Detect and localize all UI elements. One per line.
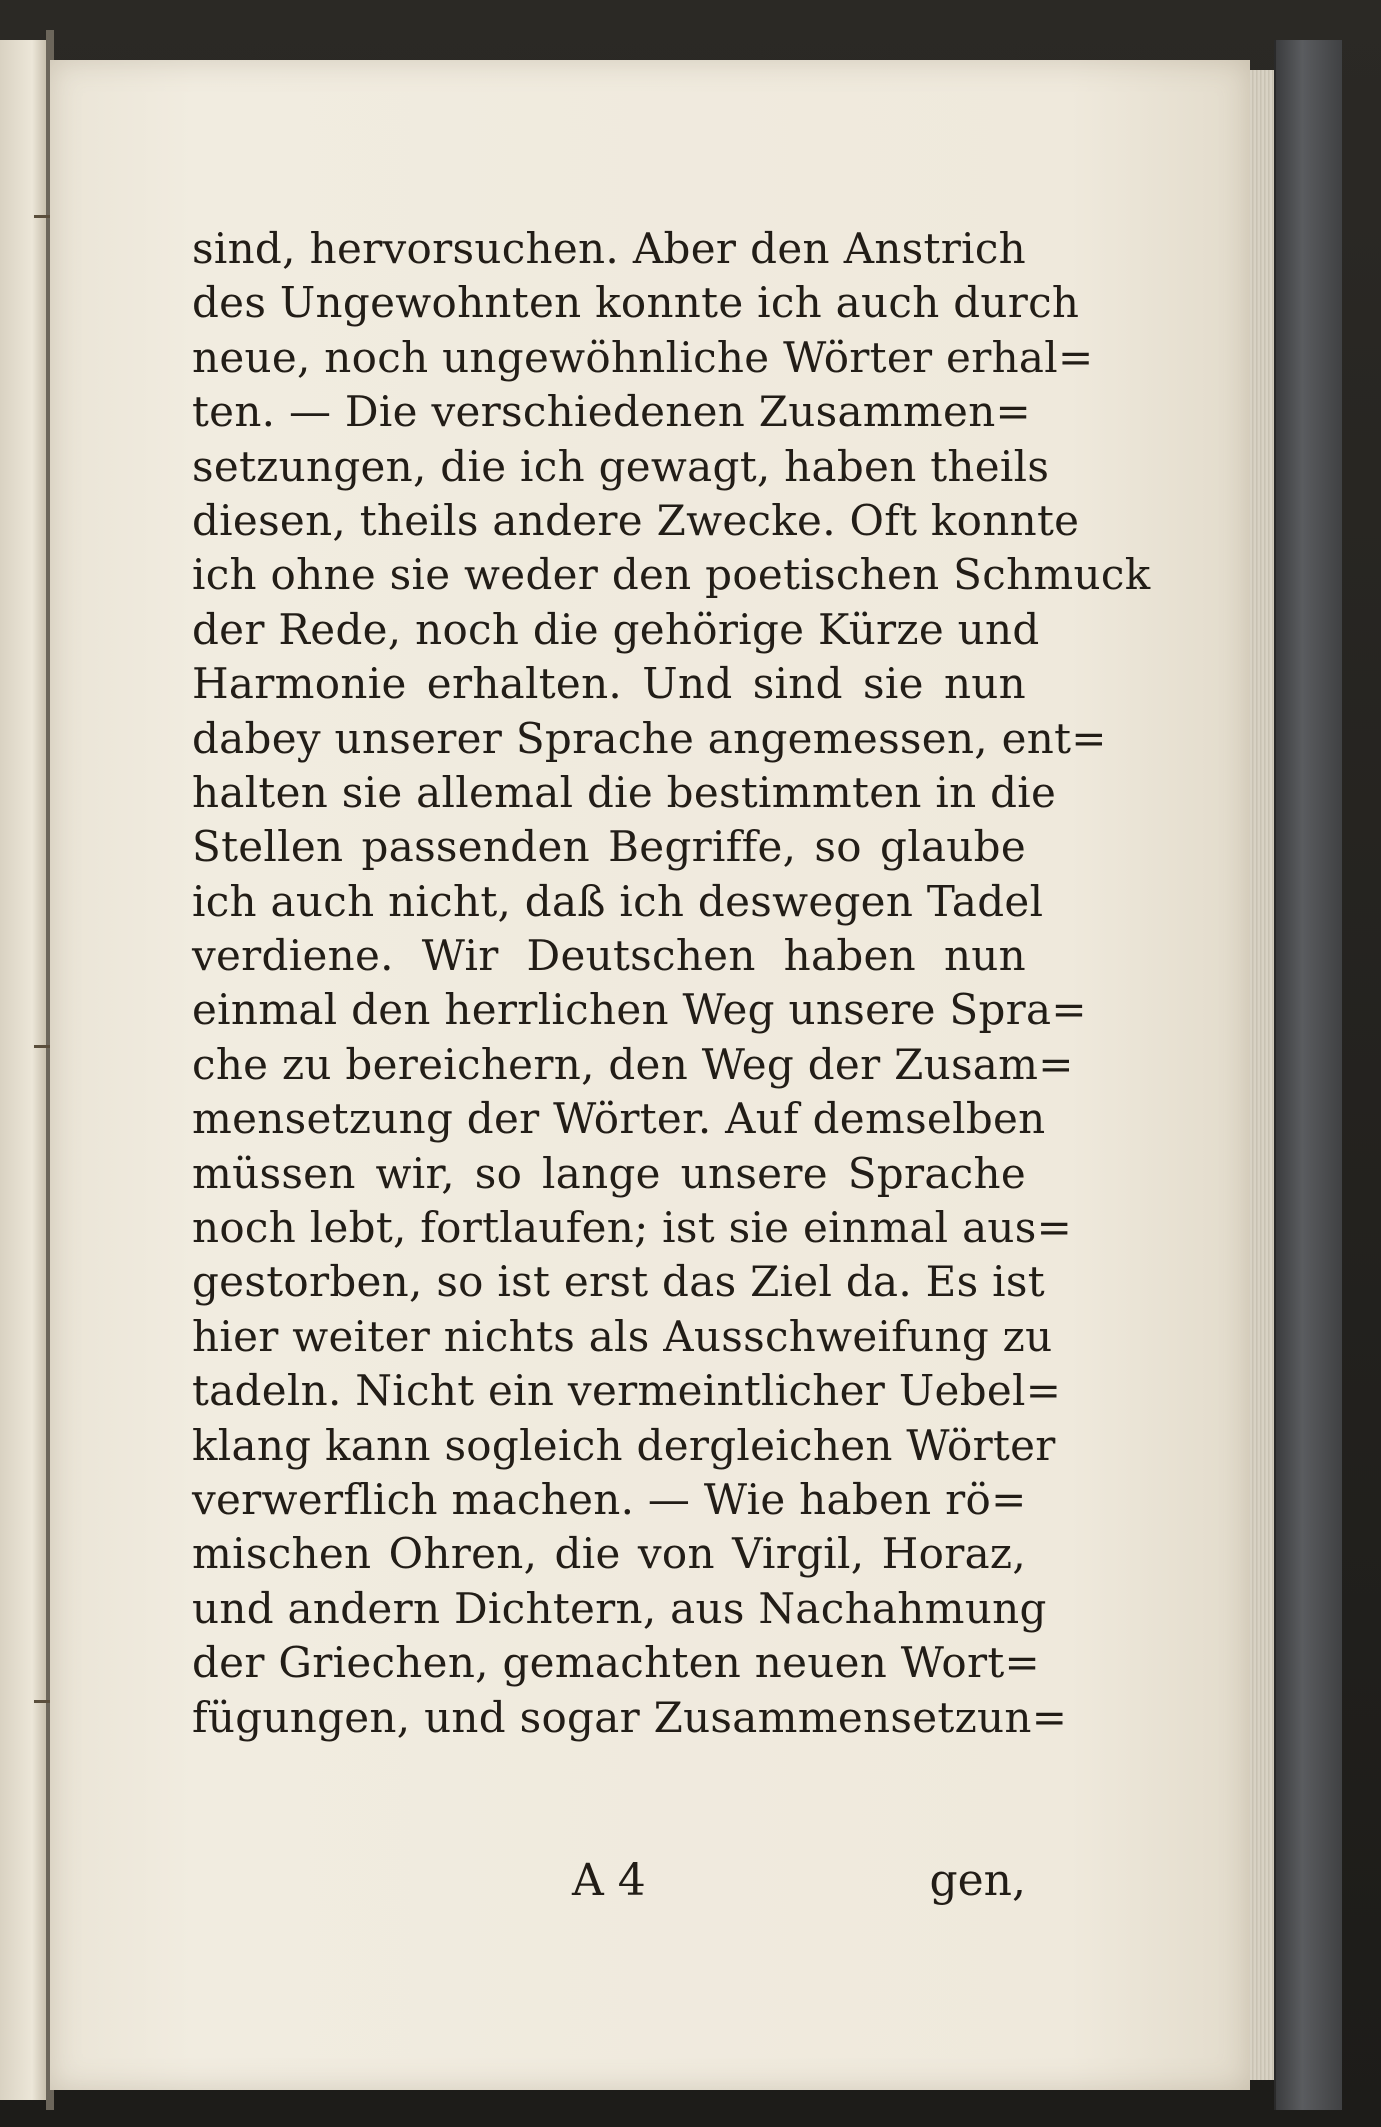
text-line: gestorben, so ist erst das Ziel da. Es ist bbox=[192, 1257, 1045, 1307]
page-footer bbox=[192, 1855, 1026, 1915]
text-line: fügungen, und sogar Zusammensetzun= bbox=[192, 1692, 1068, 1742]
text-line: verwerflich machen. — Wie haben rö= bbox=[192, 1474, 1027, 1524]
text-line: setzungen, die ich gewagt, haben theils bbox=[192, 441, 1050, 491]
text-line: der Griechen, gemachten neuen Wort= bbox=[192, 1638, 1041, 1688]
text-line: und andern Dichtern, aus Nachahmung bbox=[192, 1583, 1047, 1633]
text-line: dabey unserer Sprache angemessen, ent= bbox=[192, 713, 1107, 763]
text-line: der Rede, noch die gehörige Kürze und bbox=[192, 604, 1040, 654]
text-line: ich ohne sie weder den poetischen Schmuck bbox=[192, 550, 1151, 600]
book-cover bbox=[1274, 40, 1342, 2110]
text-line: ten. — Die verschiedenen Zusammen= bbox=[192, 387, 1032, 437]
text-line: che zu bereichern, den Weg der Zusam= bbox=[192, 1039, 1074, 1089]
text-line: Harmonie erhalten. Und sind sie nun bbox=[192, 659, 1026, 709]
text-line: noch lebt, fortlaufen; ist sie einmal aus= bbox=[192, 1203, 1073, 1253]
text-line: müssen wir, so lange unsere Sprache bbox=[192, 1148, 1026, 1198]
text-line: mischen Ohren, die von Virgil, Horaz, bbox=[192, 1529, 1026, 1579]
facing-page-edge bbox=[0, 40, 46, 2100]
page-edges bbox=[1250, 70, 1274, 2080]
text-line: des Ungewohnten konnte ich auch durch bbox=[192, 278, 1080, 328]
text-line: Stellen passenden Begriffe, so glaube bbox=[192, 822, 1026, 872]
catchword: gen, bbox=[929, 1855, 1026, 1906]
text-line: halten sie allemal die bestimmten in die bbox=[192, 767, 1057, 817]
text-line: sind, hervorsuchen. Aber den Anstrich bbox=[192, 224, 1026, 273]
text-line: ich auch nicht, daß ich deswegen Tadel bbox=[192, 876, 1044, 926]
body-text bbox=[192, 222, 1151, 1745]
text-line: tadeln. Nicht ein vermeintlicher Uebel= bbox=[192, 1366, 1062, 1416]
text-line: verdiene. Wir Deutschen haben nun bbox=[192, 931, 1026, 981]
signature-mark: A 4 bbox=[572, 1855, 646, 1906]
text-line: hier weiter nichts als Ausschweifung zu bbox=[192, 1311, 1053, 1361]
text-line: einmal den herrlichen Weg unsere Spra= bbox=[192, 985, 1087, 1035]
text-line: mensetzung der Wörter. Auf demselben bbox=[192, 1094, 1046, 1144]
text-line: neue, noch ungewöhnliche Wörter erhal= bbox=[192, 332, 1094, 382]
text-line: diesen, theils andere Zwecke. Oft konnte bbox=[192, 495, 1080, 545]
text-line: klang kann sogleich dergleichen Wörter bbox=[192, 1420, 1056, 1470]
